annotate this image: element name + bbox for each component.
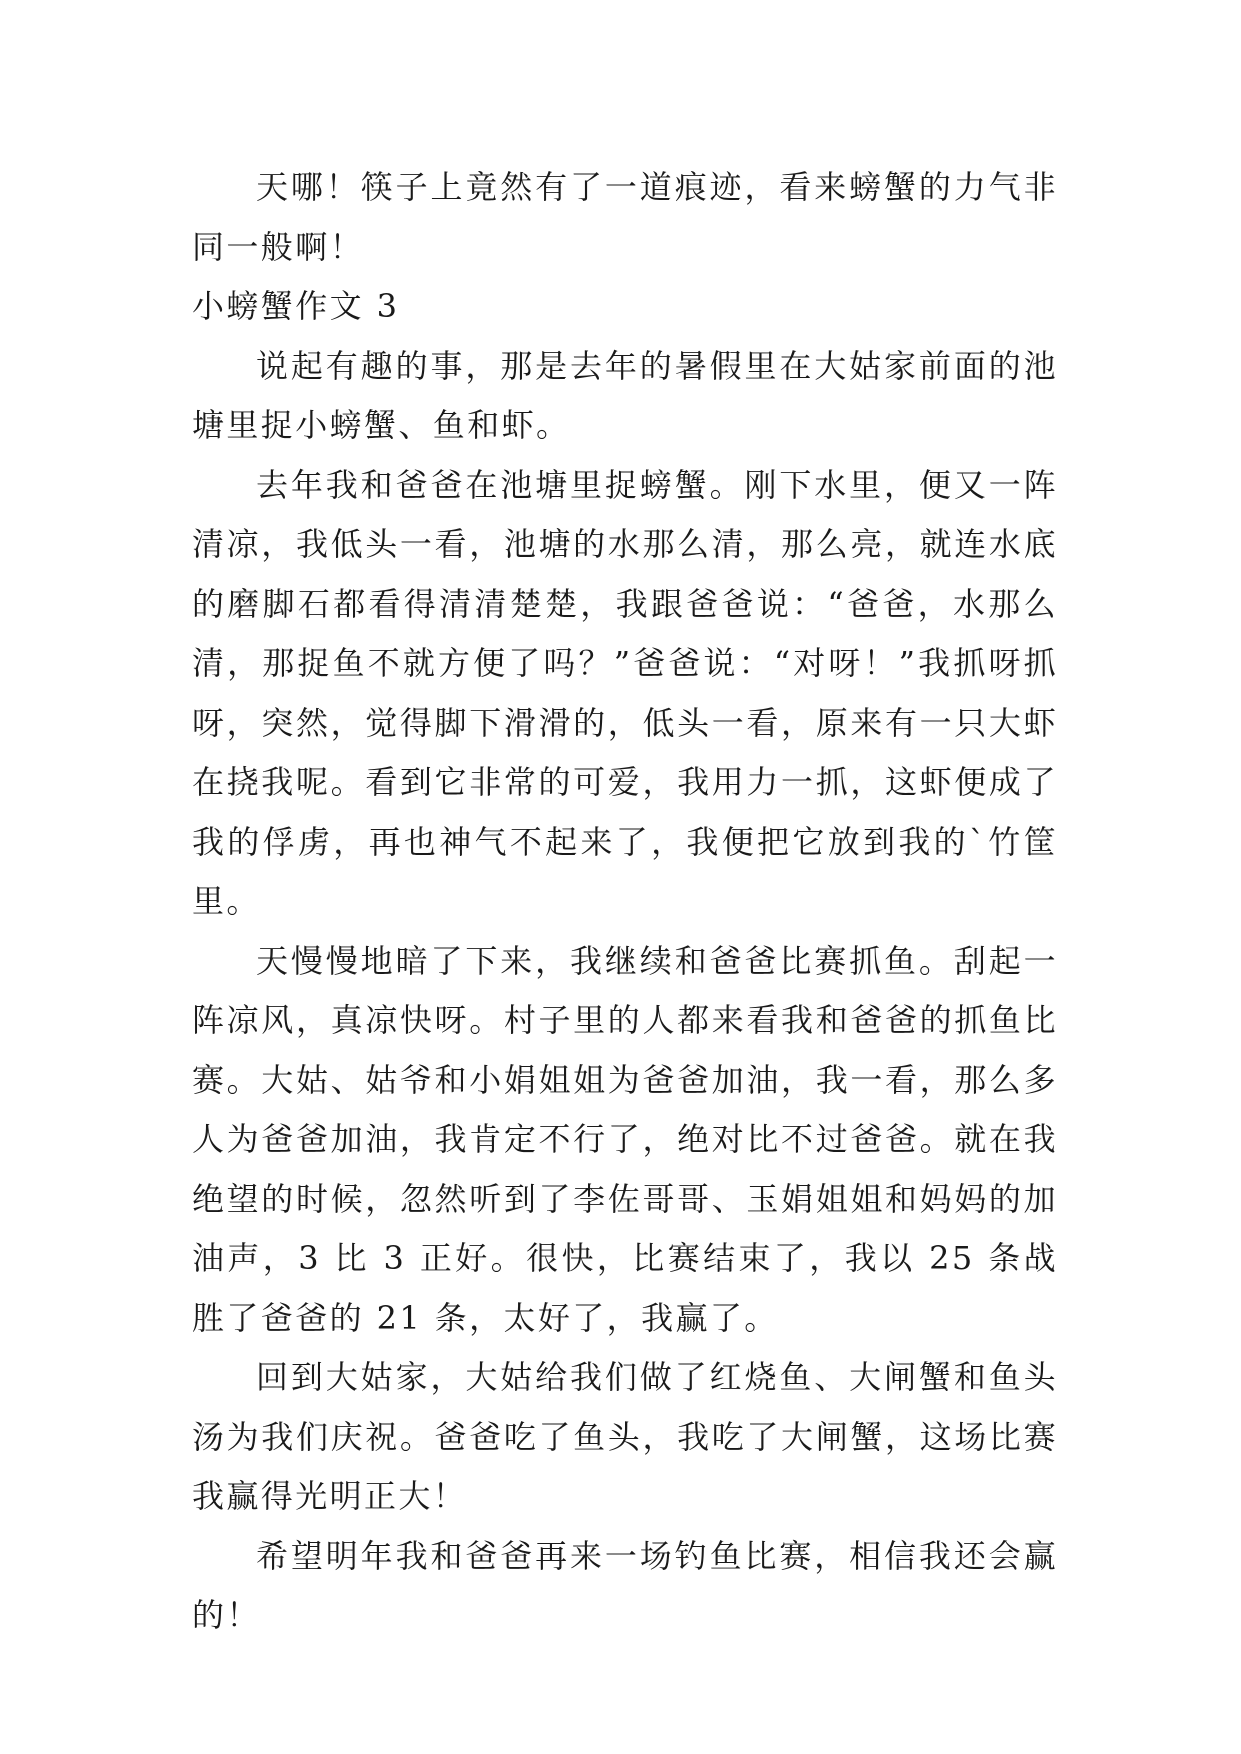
paragraph: 天慢慢地暗了下来，我继续和爸爸比赛抓鱼。刮起一阵凉风，真凉快呀。村子里的人都来看我和爸爸的抓鱼比赛。大姑、姑爷和小娟姐姐为爸爸加油，我一看，那么多人为爸爸加油，我肯定不行了，绝对比不过爸爸。就在我绝望的时候，忽然听到了李佐哥哥、玉娟姐姐和妈妈的加油声，3 比 3 正好。很快，比赛结束了，我以 25 条战胜了爸爸的 21 条，太好了，我赢了。 (192, 941, 1058, 1337)
paragraph: 希望明年我和爸爸再来一场钓鱼比赛，相信我还会赢的！ (192, 1536, 1058, 1634)
paragraph: 说起有趣的事，那是去年的暑假里在大姑家前面的池塘里捉小螃蟹、鱼和虾。 (192, 346, 1058, 444)
paragraph: 回到大姑家，大姑给我们做了红烧鱼、大闸蟹和鱼头汤为我们庆祝。爸爸吃了鱼头，我吃了大闸蟹，这场比赛我赢得光明正大！ (192, 1358, 1058, 1515)
paragraph: 去年我和爸爸在池塘里捉螃蟹。刚下水里，便又一阵清凉，我低头一看，池塘的水那么清，那么亮，就连水底的磨脚石都看得清清楚楚，我跟爸爸说：“爸爸，水那么清，那捉鱼不就方便了吗？”爸爸说：“对呀！”我抓呀抓呀，突然，觉得脚下滑滑的，低头一看，原来有一只大虾在挠我呢。看到它非常的可爱，我用力一抓，这虾便成了我的俘虏，再也神气不起来了，我便把它放到我的`竹筐里。 (192, 465, 1058, 920)
section-title: 小螃蟹作文 3 (192, 287, 400, 325)
document-body (192, 158, 1058, 1646)
paragraph: 天哪！筷子上竟然有了一道痕迹，看来螃蟹的力气非同一般啊！ (192, 168, 1058, 266)
